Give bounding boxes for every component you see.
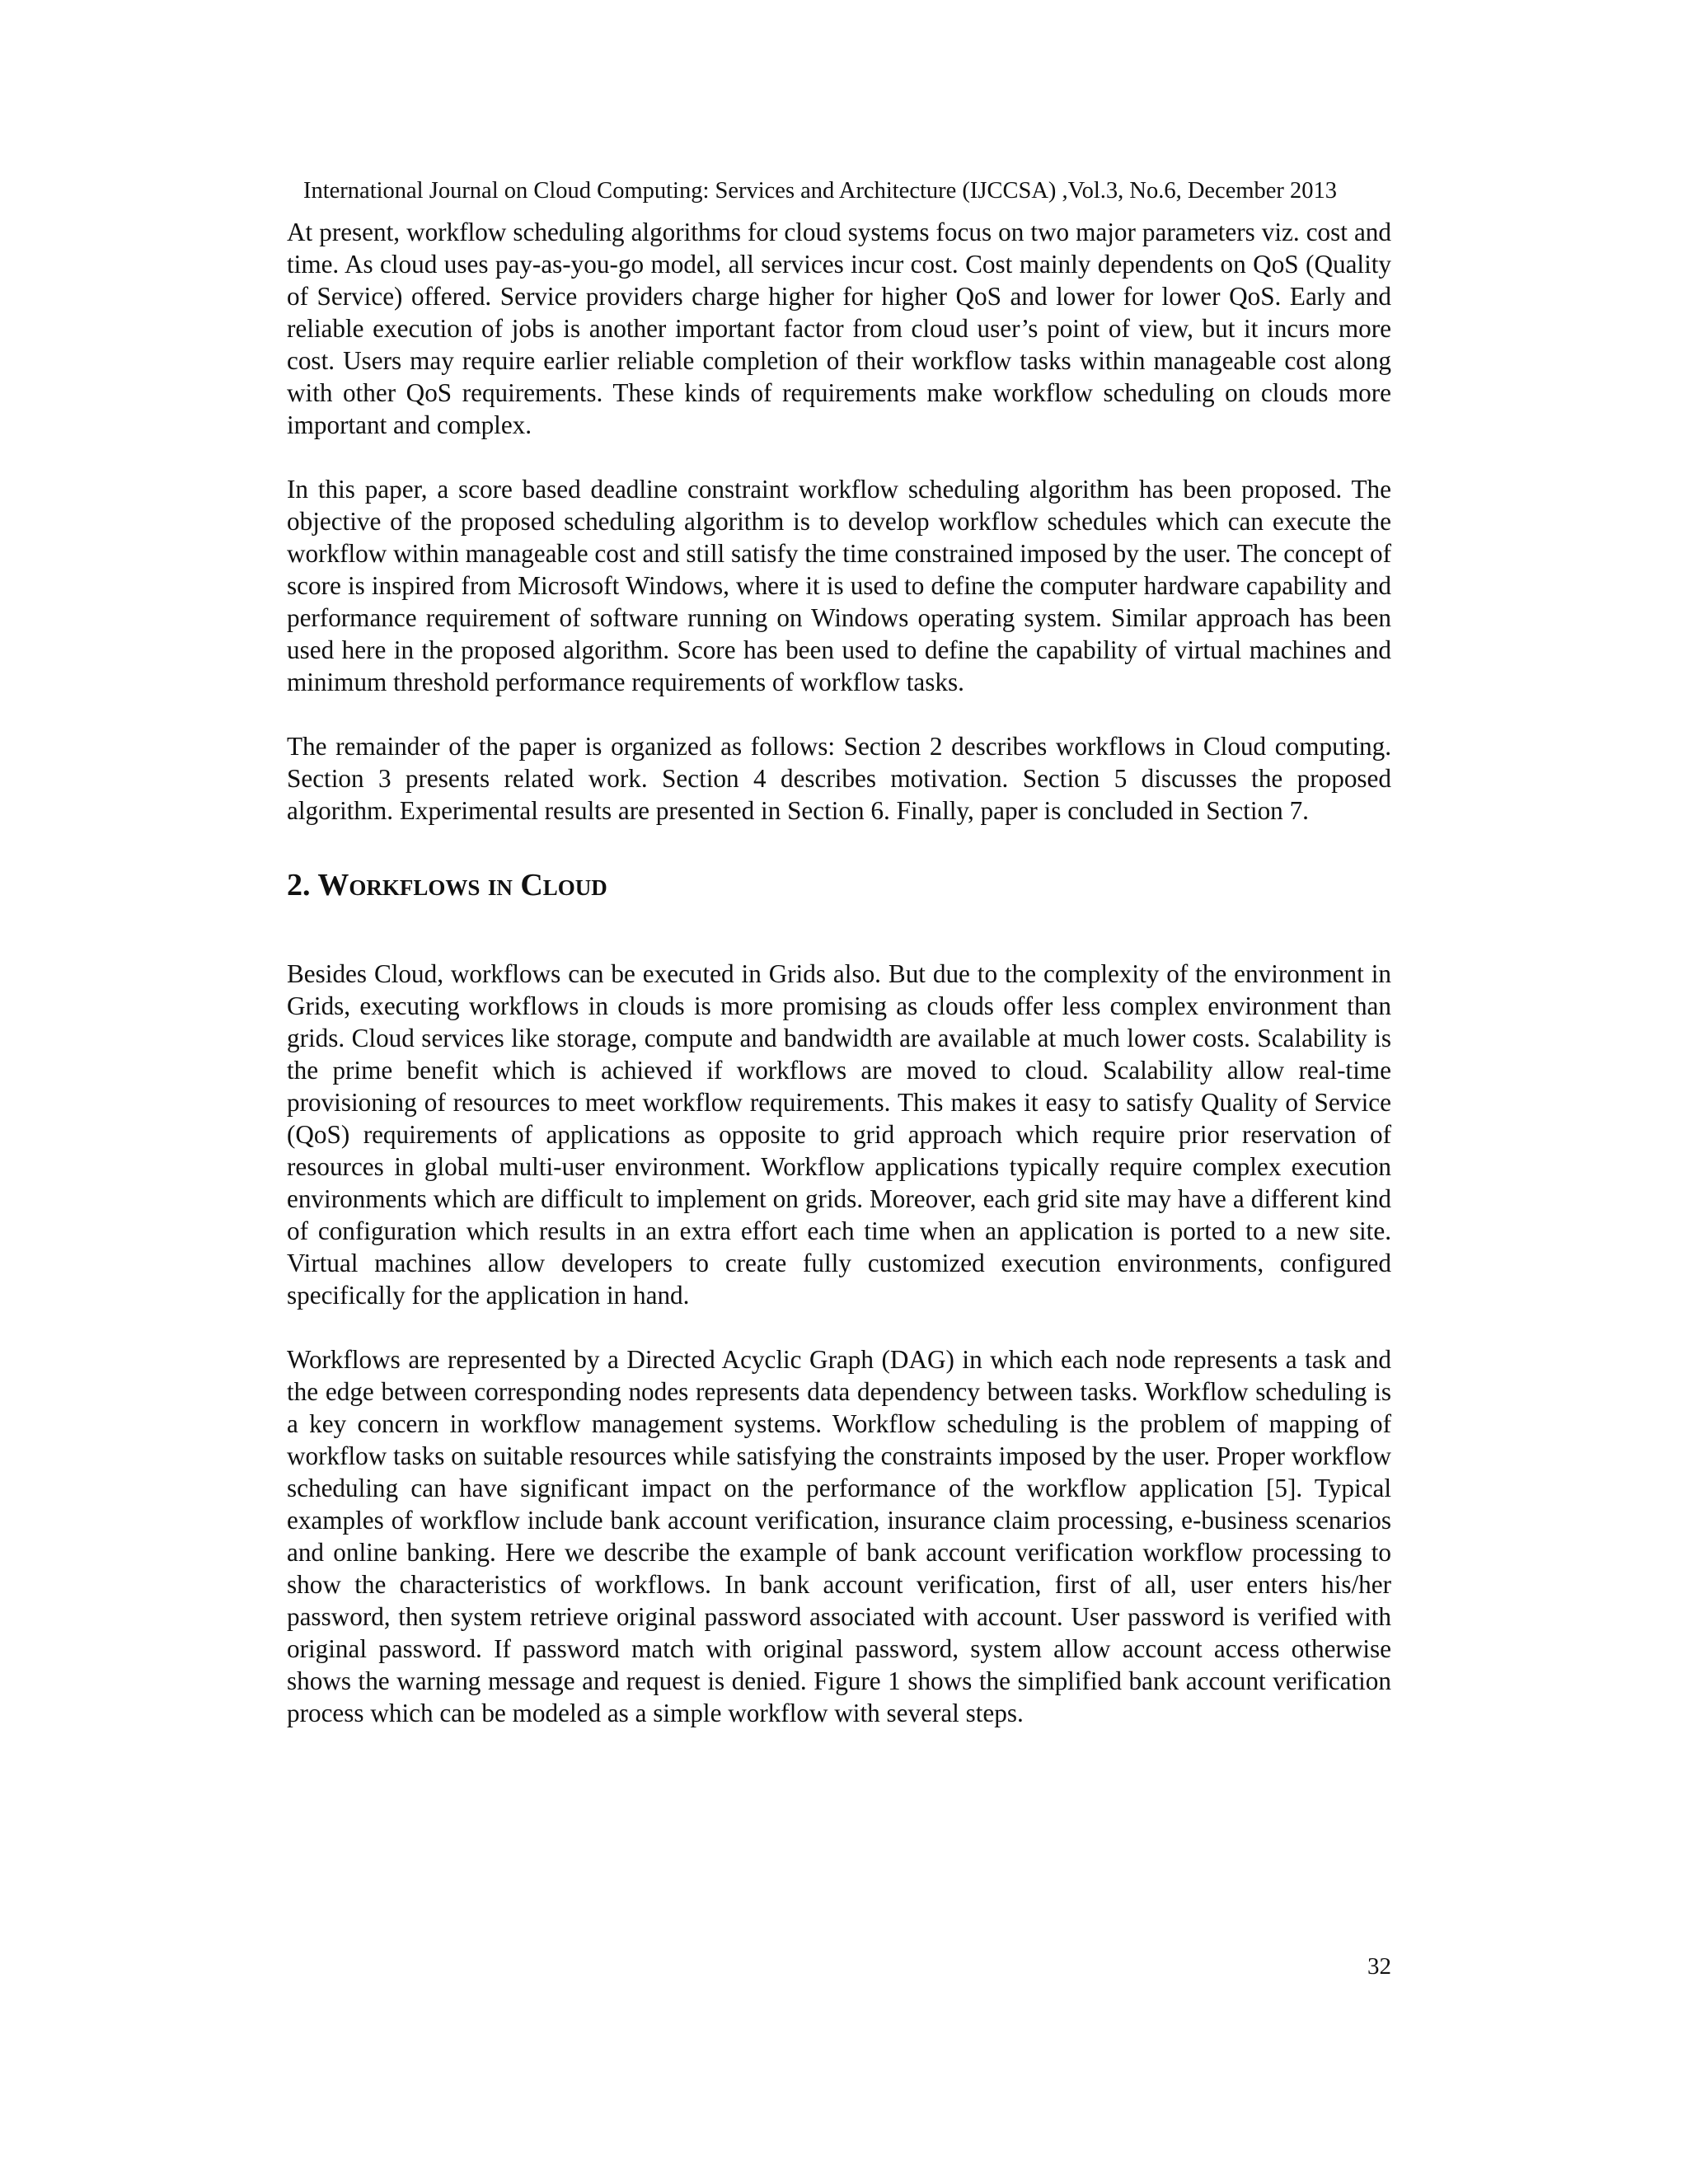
section-paragraph-1: Besides Cloud, workflows can be executed in Grids also. But due to the complexity of the environment in Grids, executing workflows in clouds is more promising as clouds offer less complex environment than grids. Cloud services like storage, compute and bandwidth are available at much lower costs. Scalability is the prime benefit which is achieved if workflows are moved to cloud. Scalability allow real-time provisioning of resources to meet workflow requirements. This makes it easy to satisfy Quality of Service (QoS) requirements of applications as opposite to grid approach which require prior reservation of resources in global multi-user environment. Workflow applications typically require complex execution environments which are difficult to implement on grids. Moreover, each grid site may have a different kind of configuration which results in an extra effort each time when an application is ported to a new site. Virtual machines allow developers to create fully customized execution environments, configured specifically for the application in hand. bbox=[287, 959, 1391, 1310]
section-number: 2. bbox=[287, 868, 311, 902]
intro-paragraph-1: At present, workflow scheduling algorithms for cloud systems focus on two major parameters viz. cost and time. As cloud uses pay-as-you-go model, all services incur cost. Cost mainly dependents on QoS (Quality of Service) offered. Service providers charge higher for higher QoS and lower for lower QoS. Early and reliable execution of jobs is another important factor from cloud user’s point of view, but it incurs more cost. Users may require earlier reliable completion of their workflow tasks within manageable cost along with other QoS requirements. These kinds of requirements make workflow scheduling on clouds more important and complex. bbox=[287, 218, 1391, 439]
section-paragraph-2: Workflows are represented by a Directed Acyclic Graph (DAG) in which each node represents a task and the edge between corresponding nodes represents data dependency between tasks. Workflow scheduling is a key concern in workflow management systems. Workflow scheduling is the problem of mapping of workflow tasks on suitable resources while satisfying the constraints imposed by the user. Proper workflow scheduling can have significant impact on the performance of the workflow application [5]. Typical examples of workflow include bank account verification, insurance claim processing, e-business scenarios and online banking. Here we describe the example of bank account verification workflow processing to show the characteristics of workflows. In bank account verification, first of all, user enters his/her password, then system retrieve original password associated with account. User password is verified with original password. If password match with original password, system allow account access otherwise shows the warning message and request is denied. Figure 1 shows the simplified bank account verification process which can be modeled as a simple workflow with several steps. bbox=[287, 1345, 1391, 1727]
page-number: 32 bbox=[1367, 1953, 1391, 1980]
running-header: International Journal on Cloud Computing: Services and Architecture (IJCCSA) ,Vol.3, No.6, December 2013 bbox=[303, 178, 1338, 204]
intro-paragraph-3: The remainder of the paper is organized as follows: Section 2 describes workflows in Cloud computing. Section 3 presents related work. Section 4 describes motivation. Section 5 discusses the proposed algorithm. Experimental results are presented in Section 6. Finally, paper is concluded in Section 7. bbox=[287, 732, 1391, 825]
intro-paragraph-2: In this paper, a score based deadline constraint workflow scheduling algorithm has been proposed. The objective of the proposed scheduling algorithm is to develop workflow schedules which can execute the workflow within manageable cost and still satisfy the time constrained imposed by the user. The concept of score is inspired from Microsoft Windows, where it is used to define the computer hardware capability and performance requirement of software running on Windows operating system. Similar approach has been used here in the proposed algorithm. Score has been used to define the capability of virtual machines and minimum threshold performance requirements of workflow tasks. bbox=[287, 475, 1391, 696]
section-heading bbox=[287, 865, 1391, 905]
page-body bbox=[287, 216, 1391, 1729]
section-title: Workflows in Cloud bbox=[317, 868, 607, 902]
